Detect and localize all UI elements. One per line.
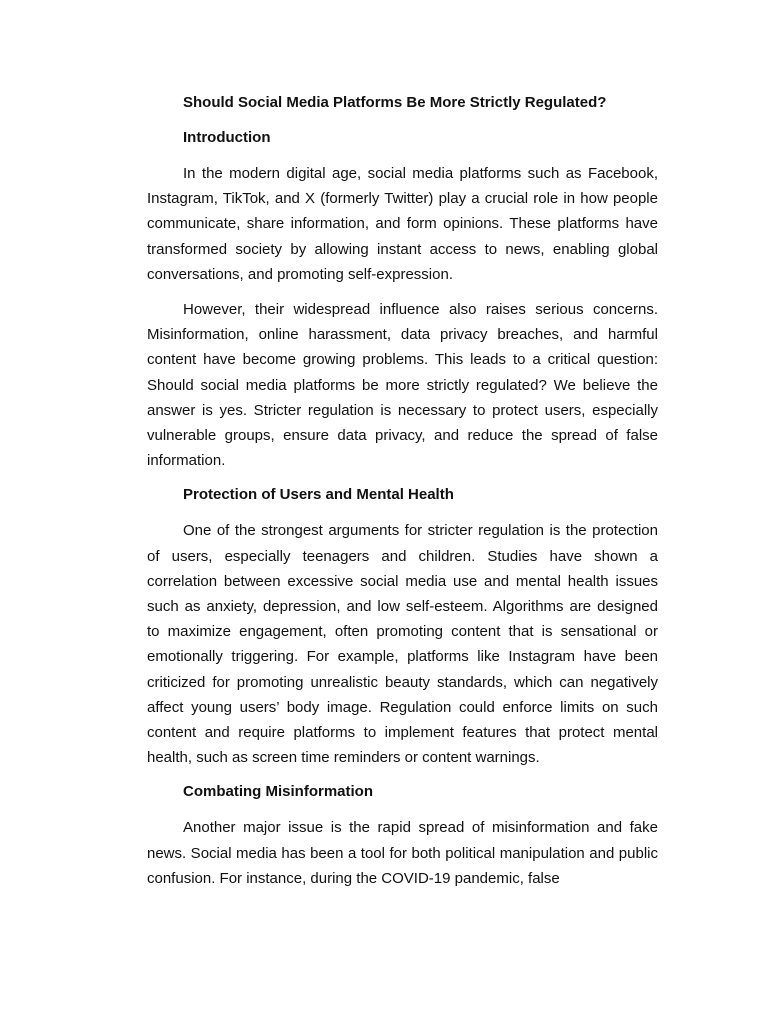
paragraph: Another major issue is the rapid spread of misinformation and fake news. Social media has been a tool for both political manipulation and public confusion. For instance, during the COVID-19 pandemic, false	[147, 819, 658, 887]
document-body	[147, 91, 658, 901]
section-heading-introduction: Introduction	[183, 129, 271, 146]
paragraph: One of the strongest arguments for stricter regulation is the protection of users, especially teenagers and children. Studies have shown a correlation between excessive social media use and mental health issues such as anxiety, depression, and low self-esteem. Algorithms are designed to maximize engagement, often promoting content that is sensational or emotionally triggering. For example, platforms like Instagram have been criticized for promoting unrealistic beauty standards, which can negatively affect young users’ body image. Regulation could enforce limits on such content and require platforms to implement features that protect mental health, such as screen time reminders or content warnings.	[147, 522, 658, 767]
section-heading-protection-of-users: Protection of Users and Mental Health	[183, 486, 454, 504]
document-title: Should Social Media Platforms Be More Strictly Regulated?	[183, 94, 607, 111]
paragraph: However, their widespread influence also raises serious concerns. Misinformation, online harassment, data privacy breaches, and harmful content have become growing problems. This leads to a critical question: Should social media platforms be more strictly regulated? We believe the answer is yes. Stricter regulation is necessary to protect users, especially vulnerable groups, ensure data privacy, and reduce the spread of false information.	[147, 301, 658, 470]
section-heading-combating-misinformation: Combating Misinformation	[183, 783, 373, 801]
paragraph: In the modern digital age, social media platforms such as Facebook, Instagram, TikTok, and X (formerly Twitter) play a crucial role in how people communicate, share information, and form opinions. These platforms have transformed society by allowing instant access to news, enabling global conversations, and promoting self-expression.	[147, 165, 658, 283]
